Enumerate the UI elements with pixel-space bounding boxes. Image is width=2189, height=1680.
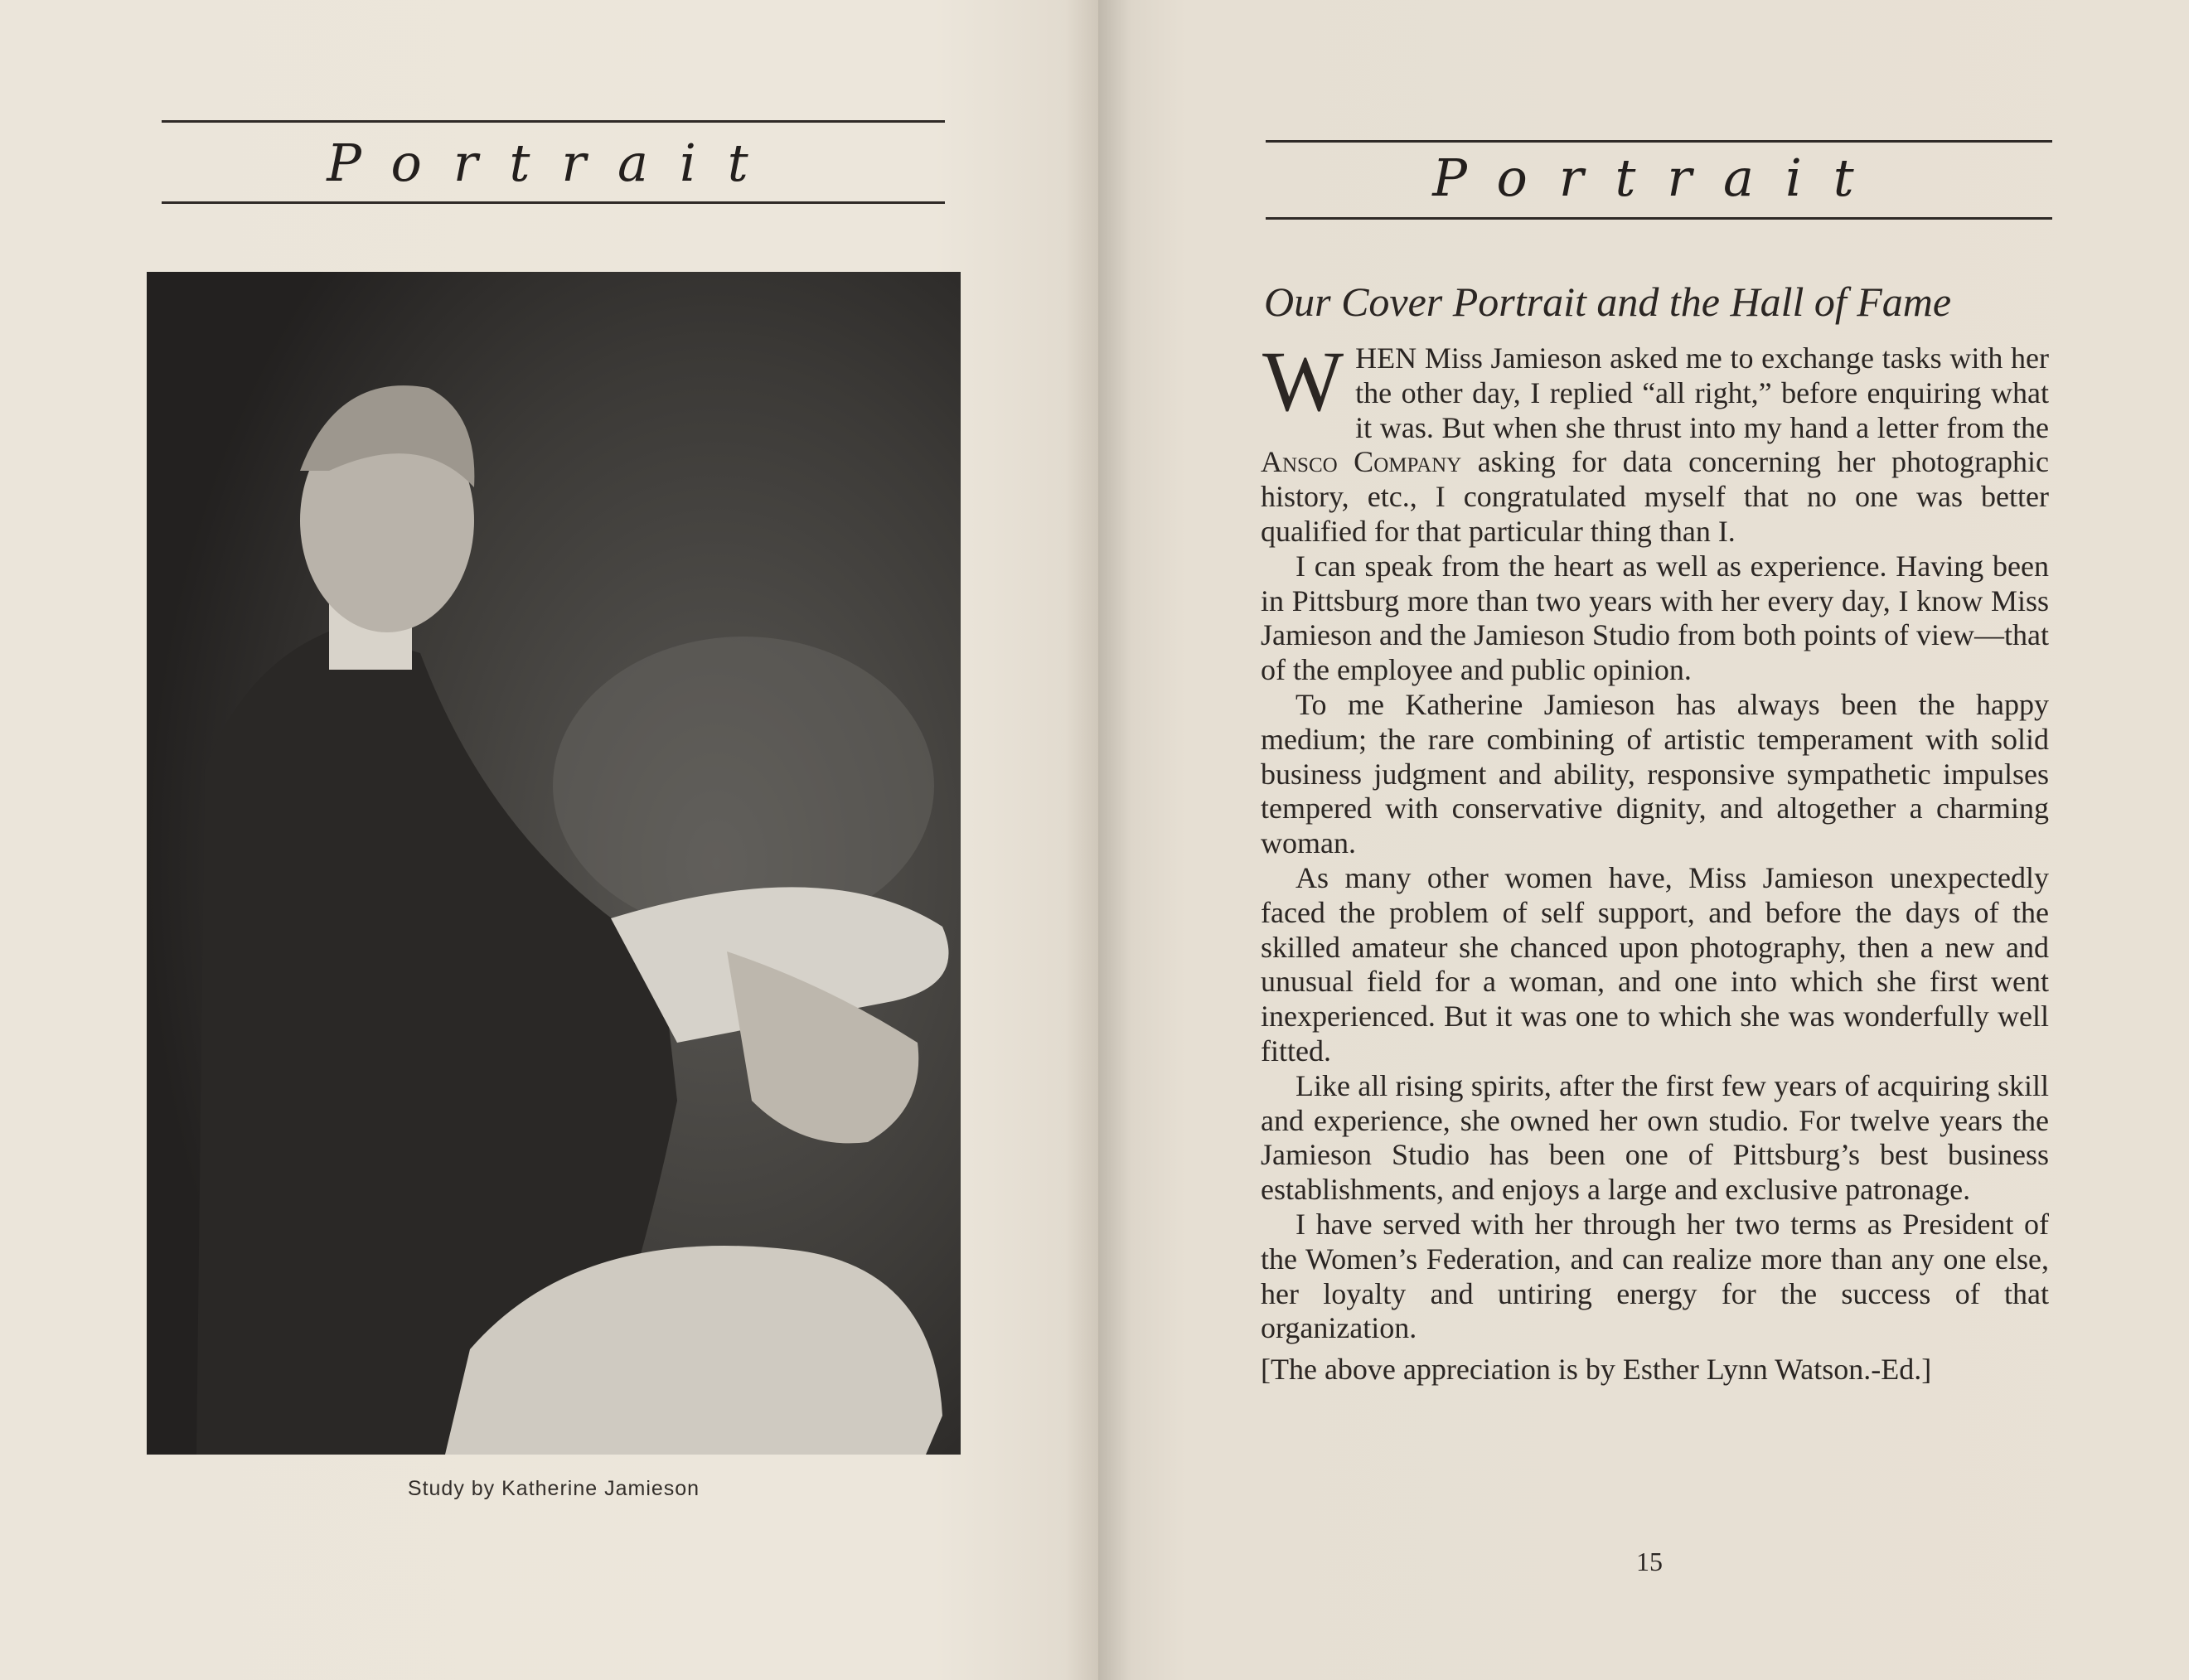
page-number: 15 bbox=[1636, 1547, 1663, 1576]
paragraph: As many other women have, Miss Jamieson unexpectedly faced the problem of self support, and before the days of the skilled amateur she chanced upon photography, then a new and unusual field for a woman, and one into which she first went inexperienced. But it was one to which she was wonderfully well fitted. bbox=[1261, 860, 2049, 1068]
paragraph-text: HEN Miss Jamieson asked me to exchange tasks with her the other day, I replied “all right,” before enquiring what it was. But when she thrust into my hand a letter from the bbox=[1355, 341, 2049, 444]
photo-caption: Study by Katherine Jamieson bbox=[407, 1477, 700, 1500]
header-title: Portrait bbox=[327, 133, 780, 193]
header-bottom-rule bbox=[1266, 217, 2052, 220]
paragraph: To me Katherine Jamieson has always been the happy medium; the rare combining of artistic temperament with solid business judgment and ability, responsive sympathetic impulses tempered with conservative dignity, and altogether a charming woman. bbox=[1261, 687, 2049, 860]
header-title: Portrait bbox=[1432, 148, 1886, 208]
paragraph bbox=[1261, 334, 2049, 550]
portrait-photo bbox=[147, 272, 961, 1455]
paragraph: I can speak from the heart as well as experience. Having been in Pittsburg more than two years with her every day, I know Miss Jamieson and the Jamieson Studio from both points of view—that of the employee and public opinion. bbox=[1261, 549, 2049, 687]
paragraph: I have served with her through her two terms as President of the Women’s Federation, and can realize more than any one else, her loyalty and untiring energy for the success of that organization. bbox=[1261, 1207, 2049, 1345]
header-top-rule bbox=[162, 120, 945, 123]
editor-note: [The above appreciation is by Esther Lynn Watson.-Ed.] bbox=[1261, 1353, 1932, 1387]
article-body bbox=[1261, 334, 2049, 1387]
header-top-rule bbox=[1266, 140, 2052, 143]
article-title: Our Cover Portrait and the Hall of Fame bbox=[1264, 278, 1952, 325]
paragraph-text: asking for data concerning her photographic history, etc., I congratulated myself that no one was better qualified for that particular thing than I. bbox=[1261, 445, 2049, 548]
header-bottom-rule bbox=[162, 201, 945, 204]
drop-cap: W bbox=[1262, 334, 1344, 429]
paragraph: Like all rising spirits, after the first few years of acquiring skill and experience, she owned her own studio. For twelve years the Jamieson Studio has been one of Pittsburg’s best business establishments, and enjoys a large and exclusive patronage. bbox=[1261, 1068, 2049, 1207]
company-name: Ansco Company bbox=[1261, 445, 1462, 479]
